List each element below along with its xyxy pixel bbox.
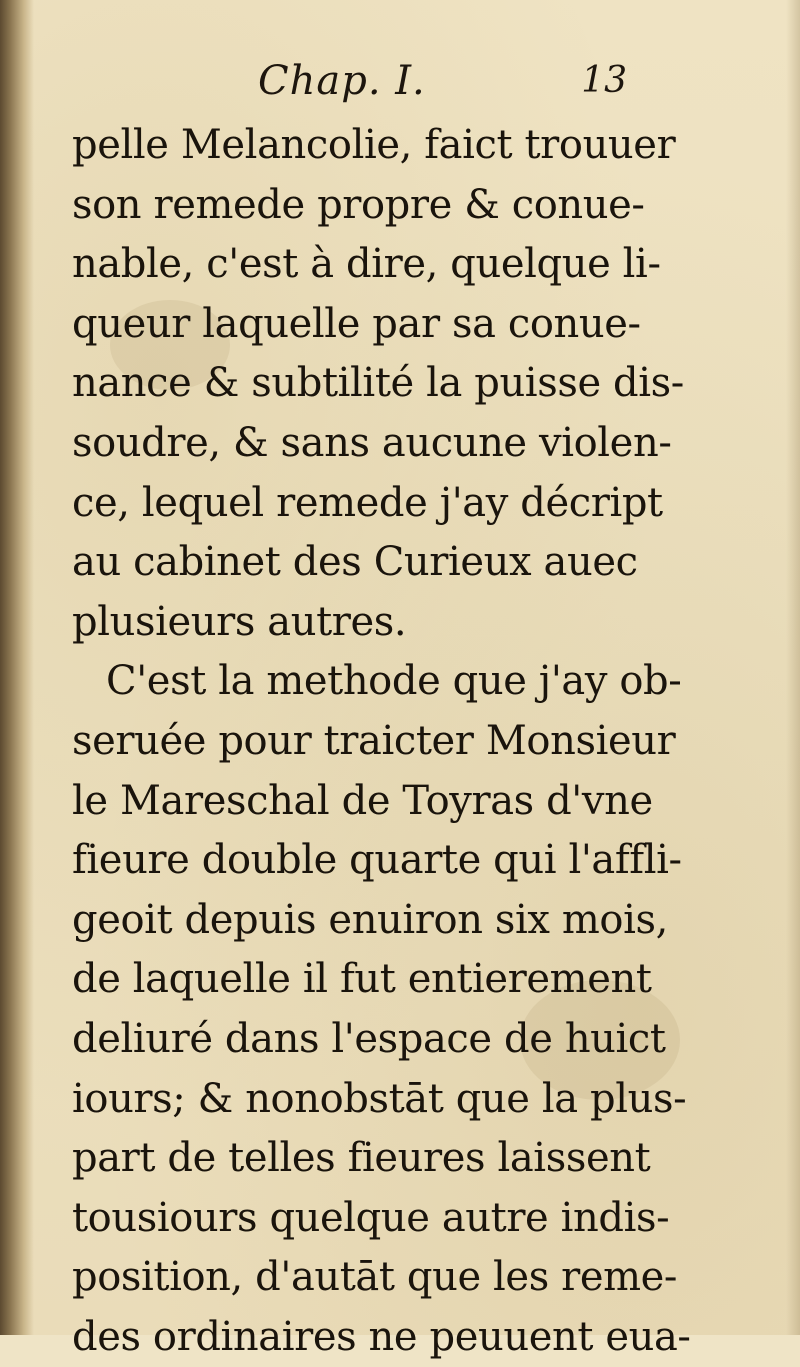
text-line: le Mareschal de Toyras d'vne [72, 777, 653, 824]
text-line: deliuré dans l'espace de huict [72, 1015, 666, 1062]
text-line: tousiours quelque autre indis- [72, 1194, 670, 1241]
text-line: queur laquelle par sa conue- [72, 300, 641, 347]
text-line: ce, lequel remede j'ay décript [72, 479, 663, 526]
text-line: fieure double quarte qui l'affli- [72, 837, 682, 884]
text-line: nable, c'est à dire, quelque li- [72, 241, 661, 288]
text-line: iours; & nonobstāt que la plus- [72, 1075, 687, 1122]
text-line: plusieurs autres. [72, 598, 407, 645]
page-header [75, 58, 635, 118]
page-number: 13 [581, 60, 627, 101]
text-line: pelle Melancolie, faict trouuer [72, 122, 676, 168]
text-line: nance & subtilité la puisse dis- [72, 360, 684, 407]
text-line: de laquelle il fut entierement [72, 956, 652, 1003]
text-line: des ordinaires ne peuuent eua- [72, 1313, 691, 1360]
text-line: geoit depuis enuiron six mois, [72, 896, 668, 943]
page-gutter-shadow [0, 0, 34, 1335]
running-title: Chap. I. [258, 58, 426, 104]
text-line: position, d'autāt que les reme- [72, 1254, 678, 1301]
text-line: soudre, & sans aucune violen- [72, 419, 672, 466]
page-edge [786, 0, 800, 1335]
text-line: au cabinet des Curieux auec [72, 539, 638, 586]
text-line: son remede propre & conue- [72, 181, 645, 228]
text-line: part de telles fieures laissent [72, 1135, 651, 1182]
text-line: C'est la methode que j'ay ob- [106, 658, 682, 705]
text-line: seruée pour traicter Monsieur [72, 717, 676, 764]
body-text [72, 116, 691, 1367]
